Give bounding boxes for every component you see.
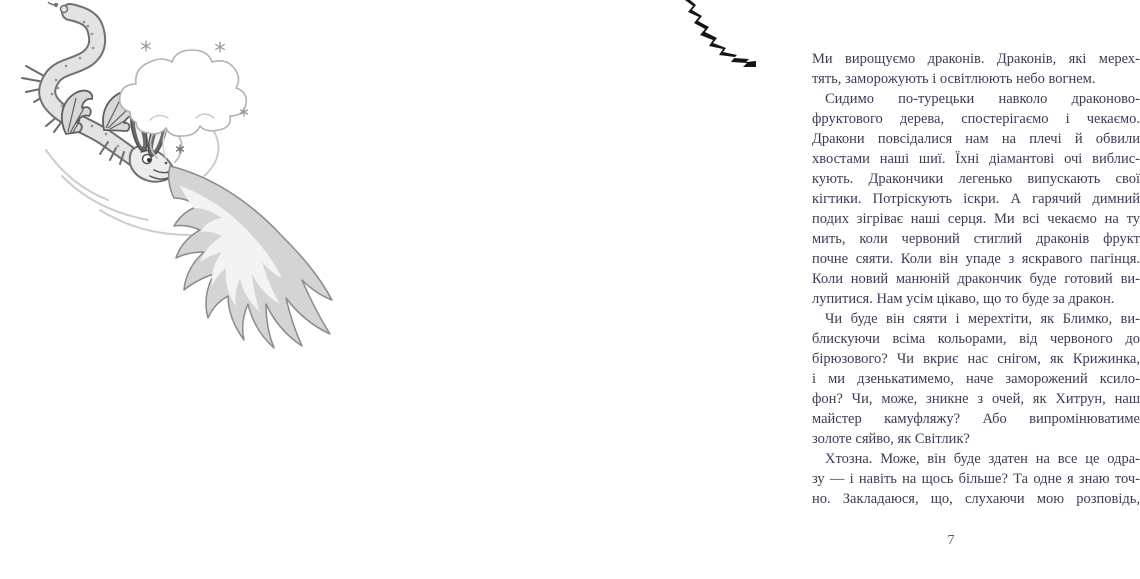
page-tear-shape — [685, 0, 756, 67]
text-line: кують. Дракончики легенько випускають свої — [812, 171, 1140, 187]
dragon-body — [47, 2, 134, 164]
text-line: золоте сяйво, як Світлик? — [812, 431, 970, 447]
text-line: почне сяяти. Коли він упаде з яскравого пагінця. — [812, 251, 1140, 267]
text-line: фон? Чи, може, зникне з очей, як Хитрун, наш — [812, 391, 1140, 407]
text-line: хвостами наші шиї. Їхні діамантові очі виблис- — [812, 151, 1140, 167]
text-line: Ми вирощуємо драконів. Драконів, які мерех- — [812, 51, 1140, 67]
page-number: 7 — [947, 533, 955, 548]
text-line: блискуючи всіма кольорами, від червоного до — [812, 331, 1140, 347]
text-column — [812, 49, 1140, 509]
left-page — [0, 0, 390, 579]
dragon-illustration — [0, 0, 380, 360]
smoke-cloud — [120, 50, 247, 136]
text-line: бірюзового? Чи вкриє нас снігом, як Крижинка, — [812, 351, 1140, 367]
text-line: Хтозна. Може, він буде здатен на все це одра- — [825, 451, 1140, 467]
text-line: лупитися. Нам усім цікаво, що то буде за дракон. — [812, 291, 1115, 307]
text-line: і ми дзенькатимемо, наче заморожений ксило- — [812, 371, 1140, 387]
text-line: Сидимо по-турецьки навколо драконово- — [825, 91, 1140, 107]
text-line: фруктового дерева, спостерігаємо і чекаємо. — [812, 111, 1140, 127]
text-line: но. Закладаюся, що, слухаючи мою розповідь, — [812, 491, 1140, 507]
text-line: Коли новий манюній дракончик буде готовий ви- — [812, 271, 1140, 287]
text-line: зу — і навіть на щось більше? Та одне я знаю точ- — [812, 471, 1140, 487]
right-page — [390, 0, 1140, 579]
text-line: Дракони повсідалися нам на плечі й обвили — [812, 131, 1140, 147]
page-tear-icon — [680, 0, 756, 76]
text-line: Чи буде він сяяти і мерехтіти, як Блимко, ви- — [825, 311, 1140, 327]
flame — [169, 166, 332, 348]
text-line: мить, коли червоний стиглий драконів фрукт — [812, 231, 1140, 247]
text-line: кігтики. Потріскують іскри. А гарячий димний — [812, 191, 1140, 207]
text-line: подих зігріває наші серця. Ми всі чекаємо на ту — [812, 211, 1140, 227]
text-line: тять, заморожують і освітлюють небо вогнем. — [812, 71, 1096, 87]
text-line: майстер камуфляжу? Або випромінюватиме — [812, 411, 1140, 427]
